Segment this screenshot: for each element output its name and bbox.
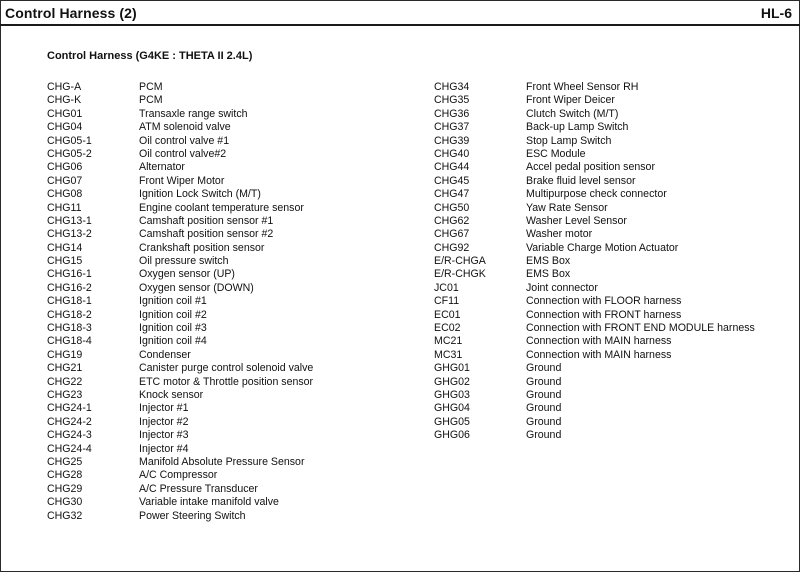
- connector-code: CHG32: [47, 509, 83, 522]
- connector-code: CF11: [434, 295, 460, 308]
- connector-code: CHG21: [47, 362, 83, 375]
- connector-row: [434, 161, 755, 174]
- connector-code: GHG05: [434, 415, 470, 428]
- connector-row: [47, 135, 313, 148]
- connector-row: [47, 416, 313, 429]
- connector-code: CHG-K: [47, 94, 82, 107]
- connector-description: Ground: [526, 402, 562, 415]
- connector-description: Connection with FRONT END MODULE harness: [526, 322, 755, 335]
- connector-description: A/C Compressor: [139, 469, 218, 482]
- connector-code: CHG23: [47, 388, 83, 401]
- connector-description: Ground: [526, 415, 562, 428]
- connector-description: Injector #1: [139, 402, 189, 415]
- connector-row: [47, 215, 313, 228]
- connector-code: CHG01: [47, 107, 83, 120]
- connector-description: Oil control valve #1: [139, 134, 230, 147]
- connector-description: Oxygen sensor (UP): [139, 268, 235, 281]
- connector-description: Engine coolant temperature sensor: [139, 201, 304, 214]
- connector-description: A/C Pressure Transducer: [139, 482, 258, 495]
- connector-row: [434, 429, 755, 442]
- connector-description: Connection with MAIN harness: [526, 348, 672, 361]
- connector-description: Manifold Absolute Pressure Sensor: [139, 455, 305, 468]
- connector-code: CHG67: [434, 228, 470, 241]
- connector-code: CHG30: [47, 496, 83, 509]
- connector-row: [47, 175, 313, 188]
- connector-code: CHG06: [47, 161, 83, 174]
- connector-code: CHG-A: [47, 81, 82, 93]
- connector-code: GHG04: [434, 402, 470, 415]
- connector-row: [47, 389, 313, 402]
- connector-description: EMS Box: [526, 268, 571, 281]
- connector-code: CHG18-2: [47, 308, 92, 321]
- connector-row: [47, 295, 313, 308]
- connector-row: [434, 376, 755, 389]
- connector-code: CHG62: [434, 214, 470, 227]
- connector-description: Oil pressure switch: [139, 255, 229, 268]
- connector-code: CHG35: [434, 94, 470, 107]
- connector-row: [47, 496, 313, 509]
- connector-code: GHG02: [434, 375, 470, 388]
- connector-description: Variable intake manifold valve: [139, 496, 279, 509]
- connector-row: [47, 242, 313, 255]
- connector-code: CHG11: [47, 201, 82, 214]
- connector-description: Ground: [526, 362, 562, 375]
- connector-code: MC31: [434, 348, 463, 361]
- connector-row: [47, 376, 313, 389]
- connector-row: [47, 148, 313, 161]
- connector-description: Multipurpose check connector: [526, 188, 667, 201]
- connector-row: [434, 135, 755, 148]
- connector-row: [434, 416, 755, 429]
- connector-row: [434, 295, 755, 308]
- connector-description: Crankshaft position sensor: [139, 241, 265, 254]
- connector-code: CHG18-4: [47, 335, 92, 348]
- connector-description: Ground: [526, 429, 562, 442]
- connector-description: Joint connector: [526, 281, 598, 294]
- connector-description: PCM: [139, 94, 163, 107]
- connector-code: CHG16-1: [47, 268, 92, 281]
- connector-code: CHG24-2: [47, 415, 92, 428]
- connector-row: [47, 228, 313, 241]
- connector-row: [47, 349, 313, 362]
- connector-description: ETC motor & Throttle position sensor: [139, 375, 314, 388]
- connector-code: CHG50: [434, 201, 470, 214]
- connector-code: JC01: [434, 281, 459, 294]
- connector-row: [47, 94, 313, 107]
- connector-row: [434, 228, 755, 241]
- connector-code: CHG18-1: [47, 295, 92, 308]
- connector-code: CHG04: [47, 121, 83, 134]
- connector-description: Back-up Lamp Switch: [526, 121, 629, 134]
- connector-description: Washer Level Sensor: [526, 214, 627, 227]
- connector-description: ESC Module: [526, 147, 586, 160]
- connector-code: E/R-CHGK: [434, 268, 486, 281]
- connector-description: Connection with MAIN harness: [526, 335, 672, 348]
- connector-row: [434, 108, 755, 121]
- connector-code: CHG19: [47, 348, 83, 361]
- connector-description: Front Wiper Motor: [139, 174, 225, 187]
- connector-code: GHG01: [434, 362, 470, 375]
- connector-description: Ignition coil #1: [139, 295, 207, 308]
- connector-code: CHG28: [47, 469, 83, 482]
- connector-row: [434, 242, 755, 255]
- connector-code: EC02: [434, 322, 461, 335]
- connector-description: PCM: [139, 81, 163, 93]
- connector-row: [47, 456, 313, 469]
- connector-description: Clutch Switch (M/T): [526, 107, 619, 120]
- connector-code: CHG40: [434, 147, 470, 160]
- connector-row: [47, 268, 313, 281]
- connector-description: Ground: [526, 375, 562, 388]
- connector-row: [47, 161, 313, 174]
- connector-row: [434, 175, 755, 188]
- connector-description: Front Wiper Deicer: [526, 94, 615, 107]
- connector-row: [434, 389, 755, 402]
- connector-row: [47, 121, 313, 134]
- connector-description: Stop Lamp Switch: [526, 134, 612, 147]
- connector-row: [434, 215, 755, 228]
- connector-code: MC21: [434, 335, 463, 348]
- connector-description: Ignition coil #4: [139, 335, 207, 348]
- connector-code: CHG45: [434, 174, 470, 187]
- connector-row: [47, 188, 313, 201]
- connector-code: CHG29: [47, 482, 83, 495]
- connector-code: CHG44: [434, 161, 470, 174]
- connector-row: [47, 309, 313, 322]
- connector-list-left: [47, 81, 313, 523]
- connector-code: CHG05-2: [47, 147, 92, 160]
- page-title: Control Harness (2): [5, 5, 137, 21]
- connector-description: Connection with FLOOR harness: [526, 295, 682, 308]
- connector-code: CHG24-4: [47, 442, 92, 455]
- connector-row: [434, 309, 755, 322]
- connector-row: [47, 429, 313, 442]
- connector-code: CHG25: [47, 455, 83, 468]
- connector-description: Ground: [526, 388, 562, 401]
- connector-code: CHG13-2: [47, 228, 92, 241]
- connector-code: CHG92: [434, 241, 470, 254]
- connector-code: EC01: [434, 308, 461, 321]
- connector-row: [47, 510, 313, 523]
- connector-row: [434, 81, 755, 94]
- connector-row: [47, 202, 313, 215]
- connector-description: Camshaft position sensor #2: [139, 228, 274, 241]
- connector-description: Connection with FRONT harness: [526, 308, 682, 321]
- connector-description: Injector #4: [139, 442, 189, 455]
- connector-row: [47, 402, 313, 415]
- connector-code: CHG15: [47, 255, 83, 268]
- connector-row: [47, 282, 313, 295]
- connector-description: Front Wheel Sensor RH: [526, 81, 639, 93]
- connector-row: [434, 188, 755, 201]
- connector-description: EMS Box: [526, 255, 571, 268]
- connector-row: [47, 255, 313, 268]
- connector-description: Oxygen sensor (DOWN): [139, 281, 254, 294]
- connector-code: CHG34: [434, 81, 470, 93]
- connector-row: [434, 322, 755, 335]
- connector-row: [47, 362, 313, 375]
- connector-row: [434, 402, 755, 415]
- connector-code: CHG39: [434, 134, 470, 147]
- connector-code: CHG24-3: [47, 429, 92, 442]
- connector-row: [434, 148, 755, 161]
- connector-description: Injector #3: [139, 429, 189, 442]
- connector-description: Injector #2: [139, 415, 189, 428]
- connector-description: Accel pedal position sensor: [526, 161, 655, 174]
- connector-row: [434, 362, 755, 375]
- connector-code: CHG18-3: [47, 322, 92, 335]
- connector-code: CHG14: [47, 241, 83, 254]
- connector-code: CHG05-1: [47, 134, 92, 147]
- connector-code: CHG08: [47, 188, 83, 201]
- connector-code: CHG47: [434, 188, 470, 201]
- connector-description: Camshaft position sensor #1: [139, 214, 274, 227]
- connector-code: CHG16-2: [47, 281, 92, 294]
- connector-row: [47, 443, 313, 456]
- connector-description: Canister purge control solenoid valve: [139, 362, 314, 375]
- connector-row: [434, 94, 755, 107]
- connector-description: Power Steering Switch: [139, 509, 246, 522]
- connector-row: [434, 335, 755, 348]
- connector-description: Yaw Rate Sensor: [526, 201, 608, 214]
- connector-row: [47, 322, 313, 335]
- connector-description: Ignition Lock Switch (M/T): [139, 188, 261, 201]
- connector-description: Washer motor: [526, 228, 593, 241]
- connector-description: Knock sensor: [139, 388, 204, 401]
- connector-row: [47, 108, 313, 121]
- connector-code: CHG37: [434, 121, 470, 134]
- connector-code: E/R-CHGA: [434, 255, 486, 268]
- connector-description: Condenser: [139, 348, 191, 361]
- connector-row: [434, 255, 755, 268]
- section-title: Control Harness (G4KE : THETA II 2.4L): [47, 50, 253, 62]
- connector-description: Brake fluid level sensor: [526, 174, 636, 187]
- connector-description: Alternator: [139, 161, 185, 174]
- connector-row: [47, 469, 313, 482]
- connector-row: [47, 81, 313, 94]
- page-reference: HL-6: [760, 5, 792, 21]
- connector-description: Ignition coil #2: [139, 308, 207, 321]
- connector-row: [434, 282, 755, 295]
- connector-code: CHG36: [434, 107, 470, 120]
- connector-description: Transaxle range switch: [139, 107, 248, 120]
- connector-code: CHG22: [47, 375, 83, 388]
- connector-description: Variable Charge Motion Actuator: [526, 241, 679, 254]
- header-bar: [0, 0, 800, 26]
- connector-row: [47, 335, 313, 348]
- connector-description: Ignition coil #3: [139, 322, 207, 335]
- connector-code: CHG24-1: [47, 402, 92, 415]
- connector-description: Oil control valve#2: [139, 147, 227, 160]
- connector-code: GHG03: [434, 388, 470, 401]
- connector-code: GHG06: [434, 429, 470, 442]
- connector-description: ATM solenoid valve: [139, 121, 231, 134]
- connector-row: [434, 349, 755, 362]
- connector-row: [47, 483, 313, 496]
- connector-code: CHG13-1: [47, 214, 92, 227]
- connector-row: [434, 268, 755, 281]
- connector-code: CHG07: [47, 174, 83, 187]
- connector-list-right: [434, 81, 755, 443]
- connector-row: [434, 202, 755, 215]
- connector-row: [434, 121, 755, 134]
